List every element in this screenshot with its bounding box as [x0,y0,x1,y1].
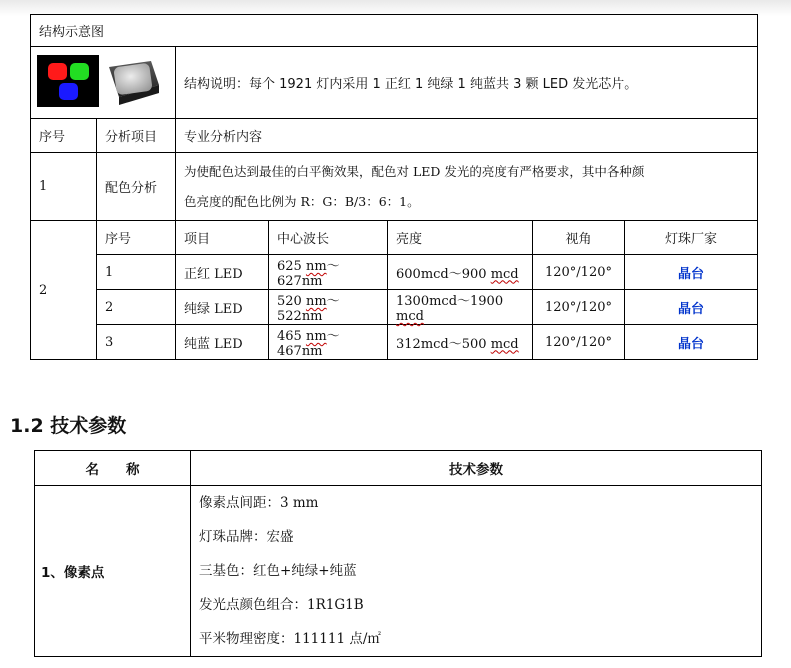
structure-description: 结构说明：每个 1921 灯内采用 1 正红 1 纯绿 1 纯蓝共 3 颗 LED 发光芯片。 [176,47,758,119]
led-diagram-cell [31,47,176,119]
param-color-combination: 发光点颜色组合：1R1G1B [199,597,364,613]
smd-led-image [101,55,163,107]
spec-seq: 2 [97,290,176,325]
row1-content [176,153,758,221]
row1-seq: 1 [31,153,97,221]
spec-manufacturer: 晶台 [625,255,758,290]
spec-item: 正红 LED [176,255,269,290]
row2-seq: 2 [31,221,97,360]
param-physical-density: 平米物理密度：111111 点/㎡ [199,631,381,647]
row-label-pixel: 1、像素点 [35,486,191,657]
row1-content-line2: 色亮度的配色比例为 R：G：B/3：6：1。 [184,193,420,209]
spec-wavelength: 465 nm～467nm [269,325,388,360]
spec-item: 纯蓝 LED [176,325,269,360]
tech-params-table [34,450,762,657]
pixel-params [191,486,762,657]
spec-manufacturer: 晶台 [625,325,758,360]
spec-angle: 120°/120° [533,290,625,325]
spec-wavelength: 625 nm～627nm [269,255,388,290]
param-primary-colors: 三基色：红色+纯绿+纯蓝 [199,563,357,579]
col-header-seq: 序号 [31,119,97,153]
col-header-content: 专业分析内容 [176,119,758,153]
spec-angle: 120°/120° [533,255,625,290]
sub-header-manufacturer: 灯珠厂家 [625,221,758,255]
led-spec-row [31,290,758,325]
col-header-name: 名 称 [35,451,191,486]
spec-seq: 1 [97,255,176,290]
led-structure-table [30,14,758,360]
spec-wavelength: 520 nm～522nm [269,290,388,325]
led-spec-row [31,255,758,290]
section-title: 1.2 技术参数 [10,415,127,437]
rgb-chip-image [37,55,99,107]
sub-header-wavelength: 中心波长 [269,221,388,255]
led-spec-row [31,325,758,360]
spec-brightness: 1300mcd～1900 mcd [388,290,533,325]
spec-brightness: 600mcd～900 mcd [388,255,533,290]
spec-seq: 3 [97,325,176,360]
structure-heading: 结构示意图 [31,15,758,47]
param-led-brand: 灯珠品牌：宏盛 [199,529,294,545]
col-header-item: 分析项目 [97,119,176,153]
param-pixel-pitch: 像素点间距：3 mm [199,495,319,511]
row1-content-line1: 为使配色达到最佳的白平衡效果，配色对 LED 发光的亮度有严格要求，其中各种颜 [184,163,645,179]
spec-angle: 120°/120° [533,325,625,360]
sub-header-angle: 视角 [533,221,625,255]
sub-header-seq: 序号 [97,221,176,255]
row1-item: 配色分析 [97,153,176,221]
spec-manufacturer: 晶台 [625,290,758,325]
red-chip [48,63,67,80]
sub-header-brightness: 亮度 [388,221,533,255]
sub-header-item: 项目 [176,221,269,255]
col-header-params: 技术参数 [191,451,762,486]
blue-chip [59,83,78,100]
spec-item: 纯绿 LED [176,290,269,325]
spec-brightness: 312mcd～500 mcd [388,325,533,360]
green-chip [70,63,89,80]
